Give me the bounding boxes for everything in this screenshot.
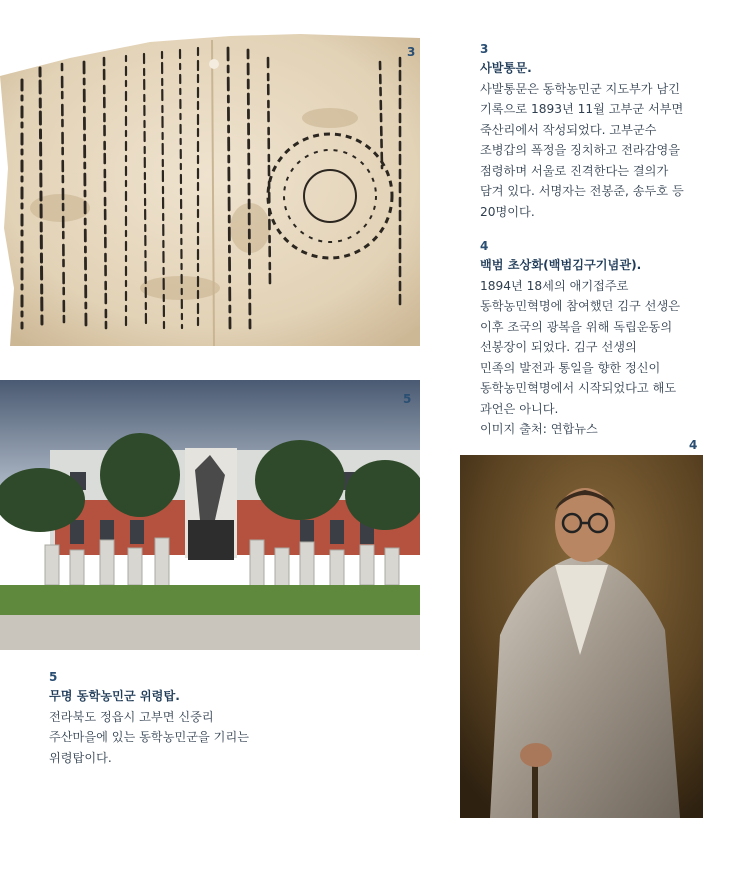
caption-4-line: 선봉장이 되었다. 김구 선생의	[480, 340, 637, 354]
caption-3-line: 기록으로 1893년 11월 고부군 서부면	[480, 102, 684, 116]
caption-4-line: 동학농민혁명에서 시작되었다고 해도	[480, 381, 677, 395]
caption-4-line: 동학농민혁명에 참여했던 김구 선생은	[480, 299, 680, 313]
caption-5	[49, 668, 249, 768]
caption-4-line: 민족의 발전과 통일을 향한 정신이	[480, 360, 661, 375]
caption-5-line: 전라북도 정읍시 고부면 신중리	[49, 709, 214, 724]
caption-3-line: 점령하며 서울로 진격한다는 결의가	[480, 163, 669, 178]
caption-3	[480, 40, 684, 222]
caption-3-line: 20명이다.	[480, 204, 535, 219]
caption-4-title: 백범 초상화(백범김구기념관).	[480, 258, 642, 272]
caption-5-number: 5	[49, 670, 58, 684]
caption-5-title: 무명 동학농민군 위령탑.	[49, 689, 180, 703]
sabal-tongmun-photo	[0, 28, 420, 346]
caption-4-number: 4	[480, 239, 489, 253]
caption-3-line: 담겨 있다. 서명자는 전봉준, 송두호 등	[480, 184, 684, 198]
memorial-tower-photo	[0, 380, 420, 650]
caption-5-line: 위령탑이다.	[49, 750, 112, 765]
caption-4-line: 과언은 아니다.	[480, 401, 559, 416]
caption-3-line: 죽산리에서 작성되었다. 고부군수	[480, 122, 657, 137]
caption-3-line: 조병갑의 폭정을 징치하고 전라감영을	[480, 143, 680, 157]
caption-5-line: 주산마을에 있는 동학농민군을 기리는	[49, 730, 249, 744]
manuscript-illustration	[0, 28, 420, 346]
memorial-illustration	[0, 380, 420, 650]
caption-4-source: 이미지 출처: 연합뉴스	[480, 422, 598, 436]
caption-4-line: 1894년 18세의 애기접주로	[480, 278, 629, 293]
kim-gu-portrait	[460, 455, 703, 818]
photo3-number: 3	[407, 45, 416, 59]
photo4-number: 4	[689, 438, 698, 452]
caption-4-line: 이후 조국의 광복을 위해 독립운동의	[480, 319, 673, 334]
caption-3-number: 3	[480, 42, 489, 56]
caption-3-line: 사발통문은 동학농민군 지도부가 남긴	[480, 81, 680, 96]
caption-4	[480, 237, 680, 440]
photo5-number: 5	[403, 392, 412, 406]
caption-3-title: 사발통문.	[480, 61, 532, 75]
portrait-illustration	[460, 455, 703, 818]
